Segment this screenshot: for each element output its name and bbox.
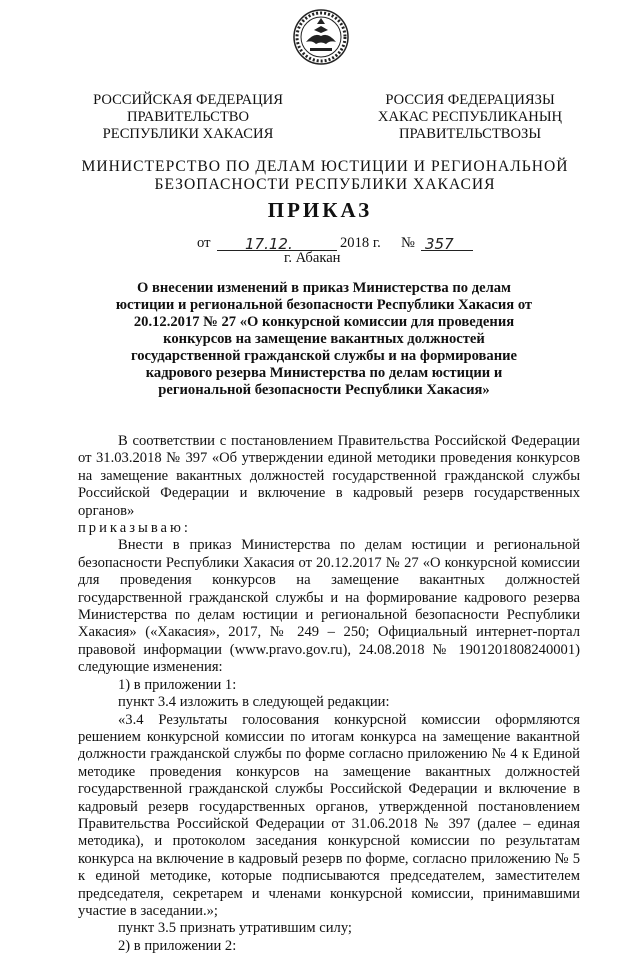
header-right-line: РОССИЯ ФЕДЕРАЦИЯЗЫ xyxy=(385,92,555,108)
coat-of-arms-icon xyxy=(292,8,350,66)
date-prefix: от xyxy=(197,235,211,251)
header-left-line: РЕСПУБЛИКИ ХАКАСИЯ xyxy=(102,126,274,142)
paragraph: «3.4 Результаты голосования конкурсной комиссии оформляются решением конкурсной комиссии по итогам конкурса на замещение вакантной должности гражданской службы по форме согласно приложению № 4 к Единой методике проведения конкурсов на замещение вакантных должностей государственной гражданской службы Российской Федерации и включение в кадровый резерв государственных органов, утвержденной постановлением Правительства Российской Федерации от 31.06.2018 № 397 (далее – единая методика), и протоколом заседания конкурсной комиссии по результатам конкурса на включение в кадровый резерв по форме, согласно приложению № 5 к единой методике, которые подписываются председателем, заместителем председателя, секретарем и членами конкурсной комиссии, принимавшими участие в заседании.»; xyxy=(78,711,580,919)
header-right-line: ХАКАС РЕСПУБЛИКАНЫҢ xyxy=(377,109,563,125)
document-body xyxy=(78,433,580,955)
paragraph: В соответствии с постановлением Правительства Российской Федерации от 31.03.2018 № 397 «Об утверждении единой методики проведения конкурсов на замещение вакантных должностей государственной гражданской службы Российской Федерации и включение в кадровый резерв государственных органов» xyxy=(78,433,580,519)
paragraph: пункт 3.5 признать утратившим силу; xyxy=(118,920,352,937)
ministry-line: МИНИСТЕРСТВО ПО ДЕЛАМ ЮСТИЦИИ И РЕГИОНАЛЬНОЙ xyxy=(81,158,569,175)
date-line xyxy=(197,232,497,254)
paragraph: пункт 3.4 изложить в следующей редакции: xyxy=(118,694,390,711)
number-label: № xyxy=(401,235,415,251)
document-title: О внесении изменений в приказ Министерства по делам юстиции и региональной безопасности Республики Хакасия от 20.12.2017 № 27 «О конкурсной комиссии для проведения конкурсов на замещение вакантных должностей государственной гражданской службы и на формирование кадрового резерва Министерства по делам юстиции и региональной безопасности Республики Хакасия» xyxy=(115,280,533,398)
paragraph-order: приказываю: xyxy=(78,520,191,537)
header-right-line: ПРАВИТЕЛЬСТВОЗЫ xyxy=(398,126,542,142)
header-right-block xyxy=(360,92,580,143)
number-underline xyxy=(421,232,473,251)
paragraph: Внести в приказ Министерства по делам юстиции и региональной безопасности Республики Хакасия от 20.12.2017 № 27 «О конкурсной комиссии для проведения конкурсов на замещение вакантных должностей государственной гражданской службы и на формирование кадрового резерва Министерства по делам юстиции и региональной безопасности Республики Хакасия» («Хакасия», 2017, № 249 – 250; Официальный интернет-портал правовой информации (www.pravo.gov.ru), 24.08.2018 № 1901201808240001) следующие изменения: xyxy=(78,537,580,676)
header-left-line: ПРАВИТЕЛЬСТВО xyxy=(126,109,250,125)
ministry-name xyxy=(80,158,570,194)
city: г. Абакан xyxy=(284,250,341,266)
document-type: ПРИКАЗ xyxy=(267,198,373,222)
date-year: 2018 г. xyxy=(340,235,381,251)
header-left-line: РОССИЙСКАЯ ФЕДЕРАЦИЯ xyxy=(93,92,283,108)
date-handwritten: 17.12. xyxy=(245,235,293,253)
ministry-line: БЕЗОПАСНОСТИ РЕСПУБЛИКИ ХАКАСИЯ xyxy=(154,176,496,193)
header-left-block xyxy=(78,92,298,143)
date-underline xyxy=(217,232,337,251)
paragraph: 1) в приложении 1: xyxy=(118,676,237,693)
number-handwritten: 357 xyxy=(425,235,454,253)
paragraph: 2) в приложении 2: xyxy=(118,937,237,954)
